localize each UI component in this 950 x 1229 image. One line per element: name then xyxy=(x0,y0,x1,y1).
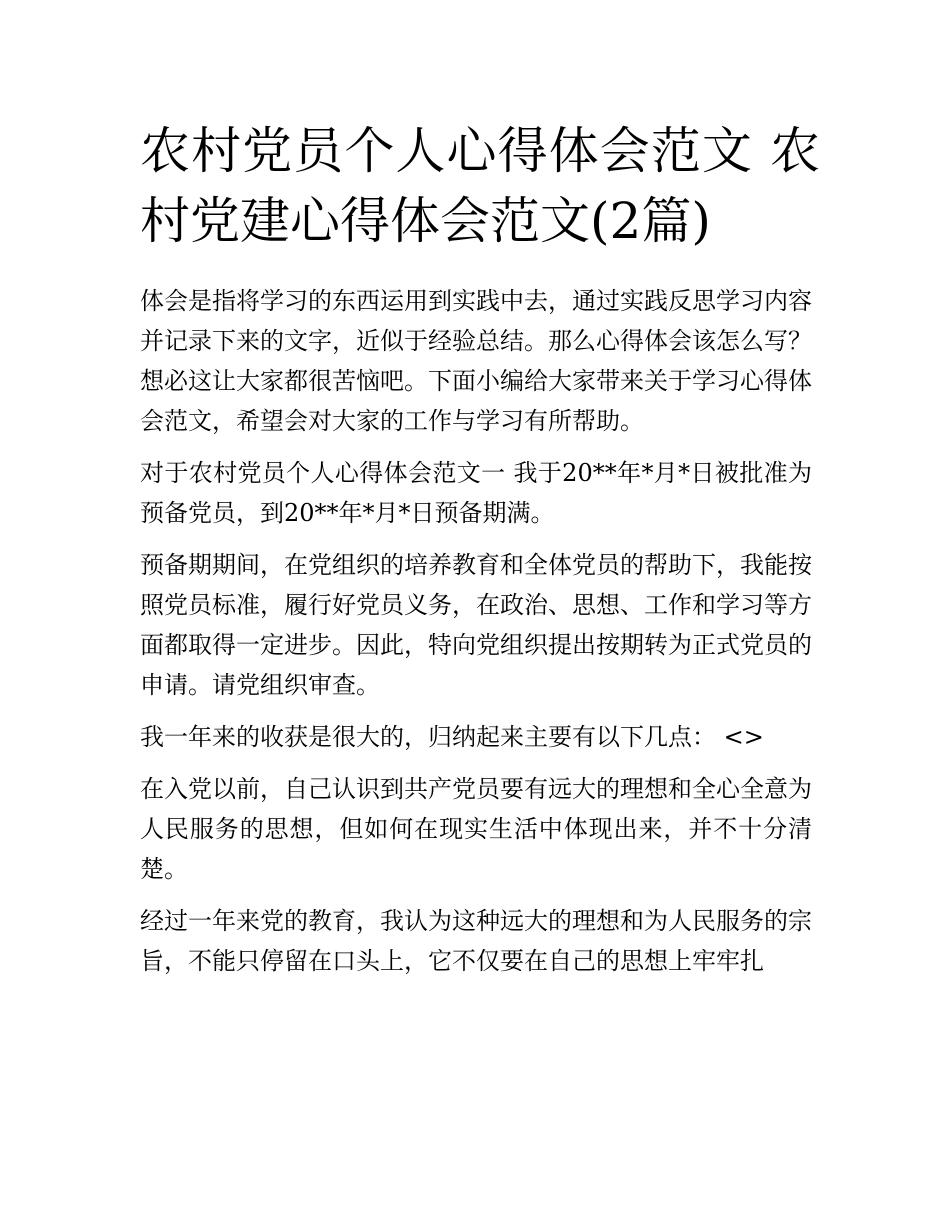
paragraph-after-education: 经过一年来党的教育，我认为这种远大的理想和为人民服务的宗旨，不能只停留在口头上，它不仅要在自己的思想上牢牢扎 xyxy=(140,907,812,975)
paragraph-intro: 体会是指将学习的东西运用到实践中去，通过实践反思学习内容并记录下来的文字，近似于经验总结。那么心得体会该怎么写？想必这让大家都很苦恼吧。下面小编给大家带来关于学习心得体会范文，希望会对大家的工作与学习有所帮助。 xyxy=(140,287,812,435)
paragraph-gains-summary: 我一年来的收获是很大的，归纳起来主要有以下几点： <> xyxy=(140,723,764,751)
paragraph-probation-period: 预备期期间，在党组织的培养教育和全体党员的帮助下，我能按照党员标准，履行好党员义务，在政治、思想、工作和学习等方面都取得一定进步。因此，特向党组织提出按期转为正式党员的申请。请党组织审查。 xyxy=(140,551,812,699)
paragraph-before-joining: 在入党以前，自己认识到共产党员要有远大的理想和全心全意为人民服务的思想，但如何在现实生活中体现出来，并不十分清楚。 xyxy=(140,775,812,883)
paragraph-probation-dates: 对于农村党员个人心得体会范文一 我于20**年*月*日被批准为预备党员，到20**年*月*日预备期满。 xyxy=(140,459,812,527)
document-body xyxy=(140,281,812,993)
document-title: 农村党员个人心得体会范文 农村党建心得体会范文(2篇) xyxy=(140,122,820,250)
